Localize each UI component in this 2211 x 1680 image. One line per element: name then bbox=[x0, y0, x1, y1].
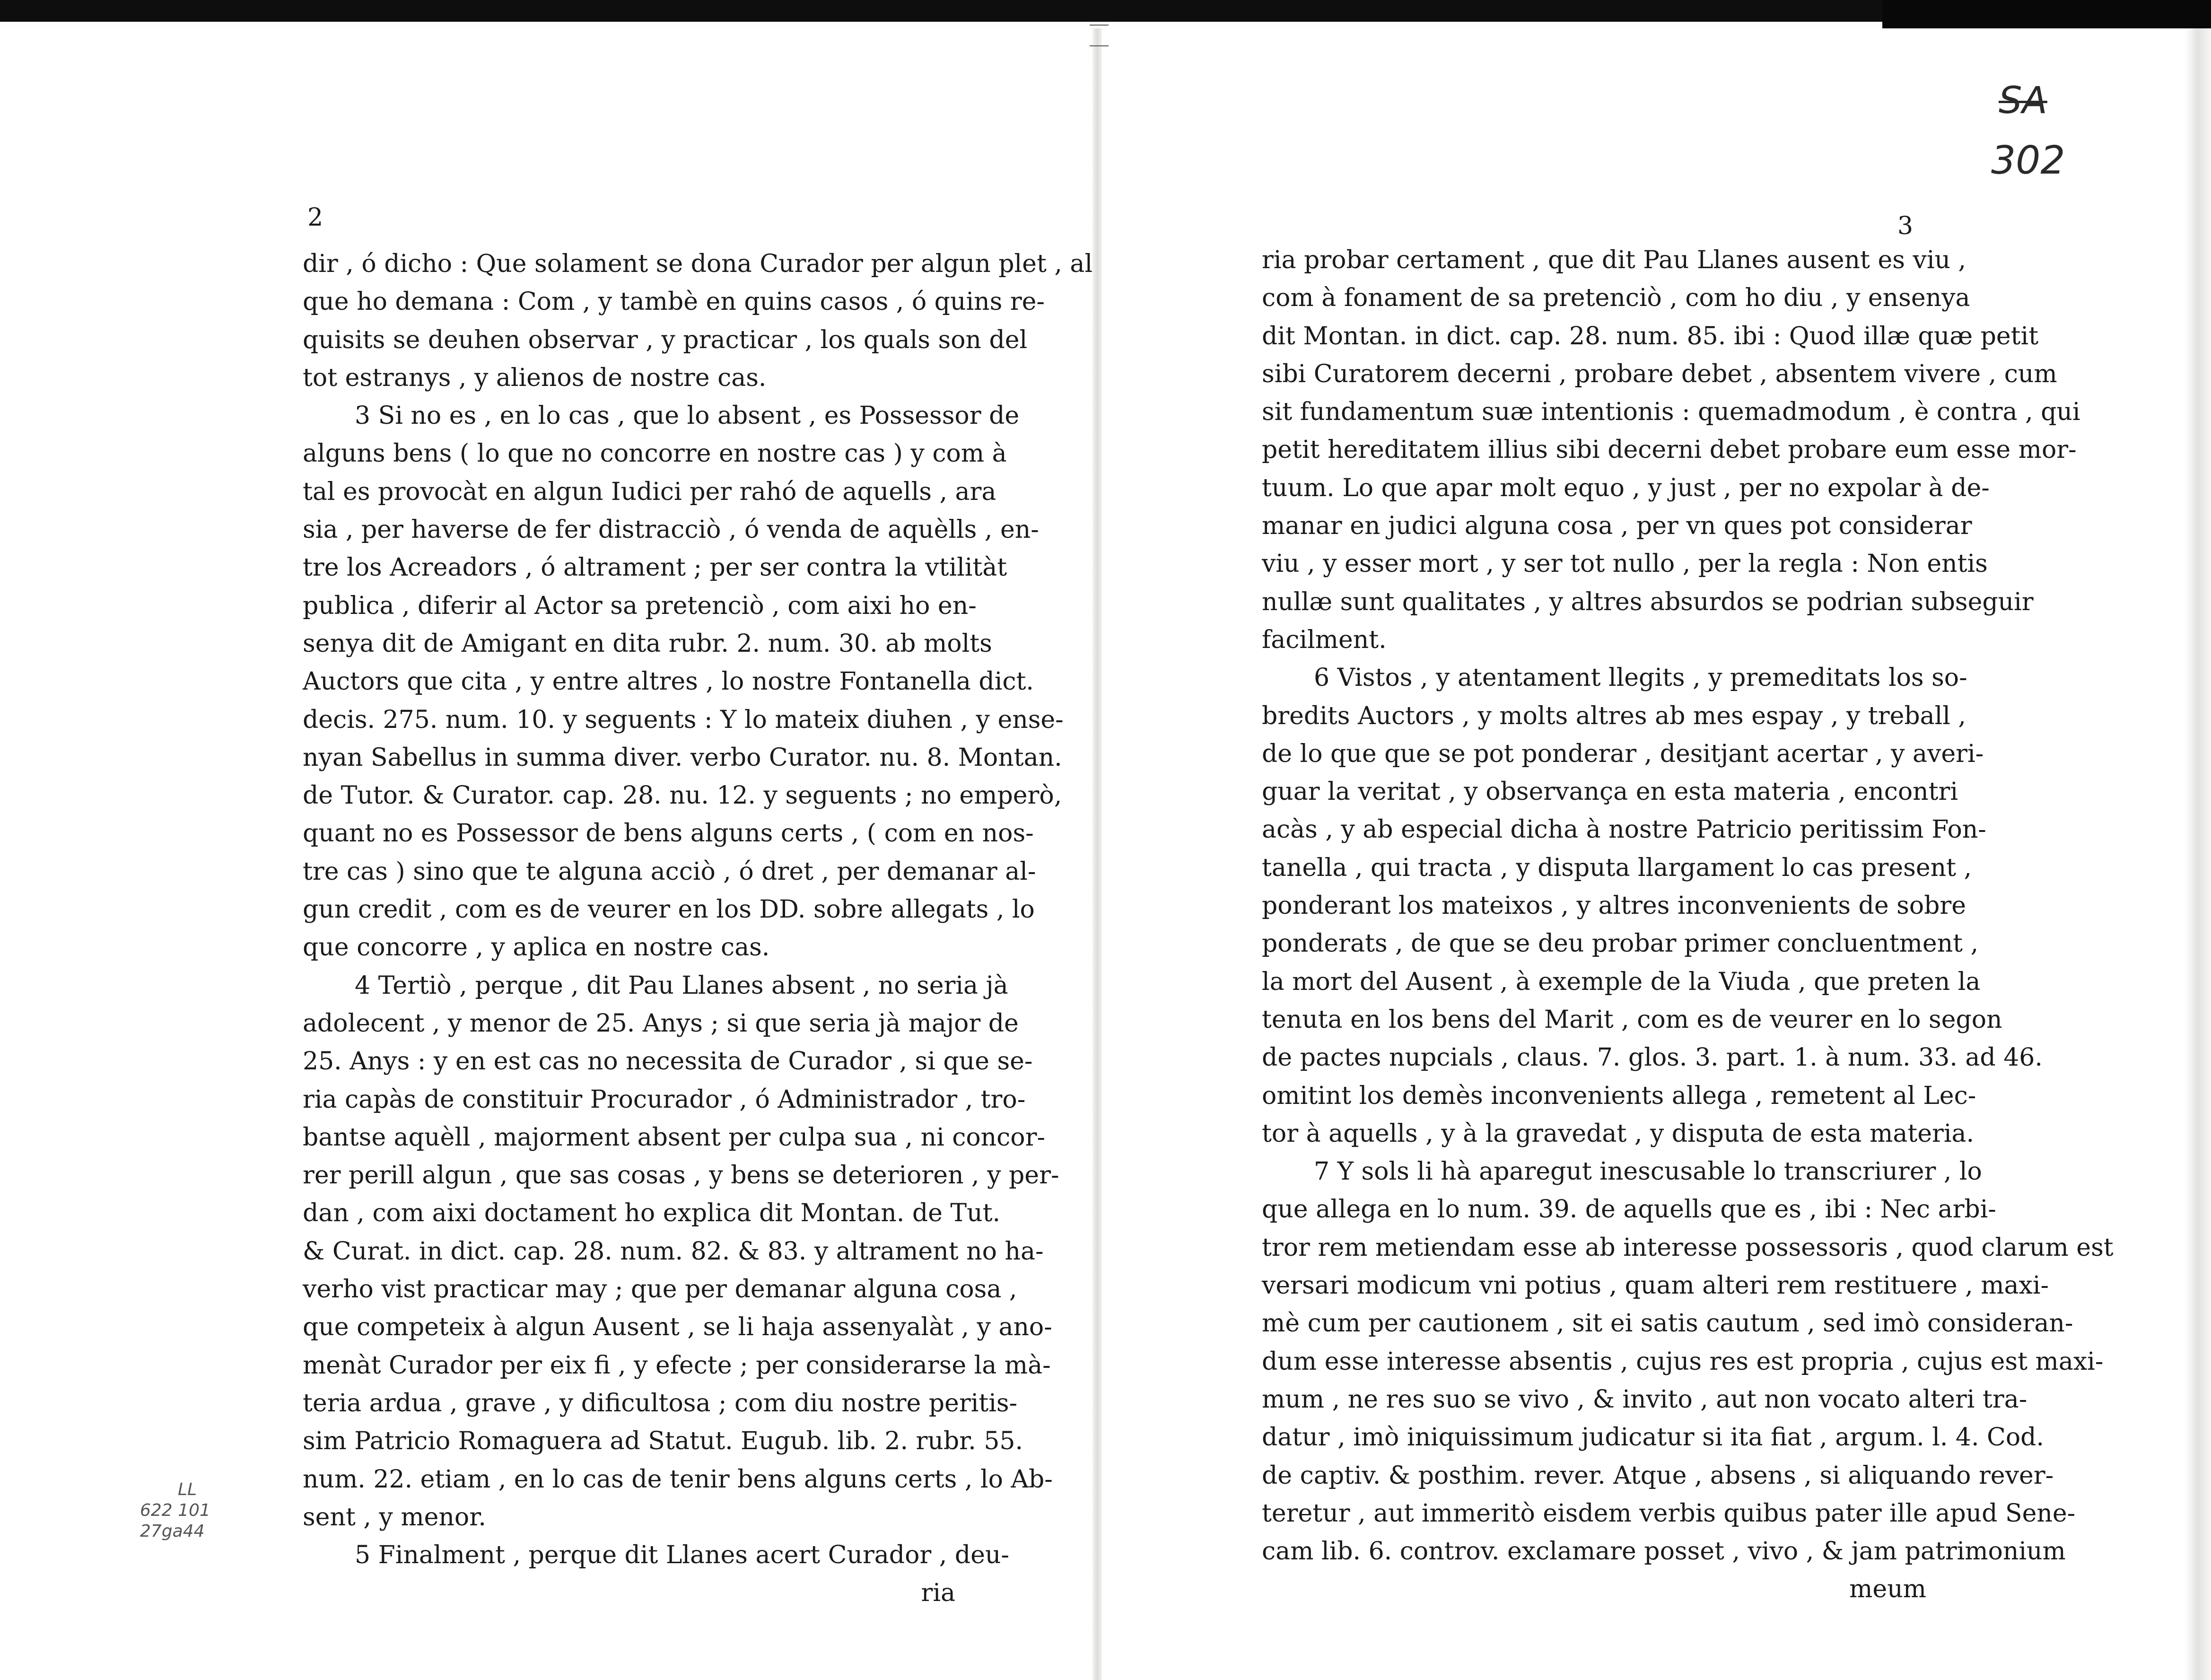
text-line: teretur , aut immeritò eisdem verbis quibus pater ille apud Sene- bbox=[1262, 1499, 2076, 1528]
text-line: de lo que que se pot ponderar , desitjant acertar , y averi- bbox=[1262, 739, 1984, 768]
text-line: mè cum per cautionem , sit ei satis cautum , sed imò consideran- bbox=[1262, 1309, 2073, 1338]
text-line: tre los Acreadors , ó altrament ; per ser contra la vtilitàt bbox=[303, 553, 1007, 582]
text-line: nullæ sunt qualitates , y altres absurdos se podrian subseguir bbox=[1262, 587, 2034, 616]
text-line: quant no es Possessor de bens alguns certs , ( com en nos- bbox=[303, 819, 1034, 848]
text-line: nyan Sabellus in summa diver. verbo Curator. nu. 8. Montan. bbox=[303, 743, 1062, 772]
text-line: 7 Y sols li hà aparegut inescusable lo transcriurer , lo bbox=[1314, 1157, 1982, 1186]
text-line: dan , com aixi doctament ho explica dit Montan. de Tut. bbox=[303, 1199, 1001, 1228]
text-line: publica , diferir al Actor sa pretenciò , com aixi ho en- bbox=[303, 591, 977, 620]
text-line: tenuta en los bens del Marit , com es de veurer en lo segon bbox=[1262, 1005, 2002, 1034]
text-line: tanella , qui tracta , y disputa llargament lo cas present , bbox=[1262, 853, 1972, 882]
text-line: ponderant los mateixos , y altres inconvenients de sobre bbox=[1262, 892, 1966, 920]
shelfmark-line-1: LL bbox=[178, 1480, 197, 1499]
gutter-mark-bottom bbox=[1090, 45, 1109, 46]
text-line: ria probar certament , que dit Pau Llanes ausent es viu , bbox=[1262, 246, 1966, 274]
text-line: quisits se deuhen observar , y practicar , los quals son del bbox=[303, 325, 1028, 354]
text-line: 4 Tertiò , perque , dit Pau Llanes absent , no seria jà bbox=[355, 971, 1008, 1000]
text-line: teria ardua , grave , y dificultosa ; com diu nostre peritis- bbox=[303, 1389, 1018, 1418]
right-page-text bbox=[1262, 241, 2114, 1609]
text-line: num. 22. etiam , en lo cas de tenir bens alguns certs , lo Ab- bbox=[303, 1465, 1053, 1494]
text-line: versari modicum vni potius , quam alteri rem restituere , maxi- bbox=[1262, 1271, 2049, 1300]
text-line: de Tutor. & Curator. cap. 28. nu. 12. y seguents ; no emperò, bbox=[303, 781, 1062, 810]
text-line: gun credit , com es de veurer en los DD. sobre allegats , lo bbox=[303, 895, 1035, 924]
text-line: tot estranys , y alienos de nostre cas. bbox=[303, 363, 767, 392]
text-line: ponderats , de que se deu probar primer concluentment , bbox=[1262, 929, 1979, 958]
book-gutter bbox=[1092, 28, 1102, 1680]
handwritten-crossed-mark: SA bbox=[1999, 79, 2047, 122]
text-line: 3 Si no es , en lo cas , que lo absent , es Possessor de bbox=[355, 402, 1020, 430]
scanner-top-edge bbox=[0, 0, 2211, 22]
text-line: omitint los demès inconvenients allega , remetent al Lec- bbox=[1262, 1081, 1976, 1110]
text-line: de pactes nupcials , claus. 7. glos. 3. part. 1. à num. 33. ad 46. bbox=[1262, 1043, 2043, 1072]
text-line: bantse aquèll , majorment absent per culpa sua , ni concor- bbox=[303, 1123, 1046, 1152]
text-line: sia , per haverse de fer distracciò , ó venda de aquèlls , en- bbox=[303, 516, 1039, 544]
text-line: sit fundamentum suæ intentionis : quemadmodum , è contra , qui bbox=[1262, 398, 2080, 427]
text-line: que concorre , y aplica en nostre cas. bbox=[303, 933, 770, 962]
text-line: ria bbox=[921, 1579, 955, 1608]
text-line: dir , ó dicho : Que solament se dona Curador per algun plet , al bbox=[303, 250, 1093, 278]
text-line: tal es provocàt en algun Iudici per rahó de aquells , ara bbox=[303, 477, 996, 506]
text-line: dit Montan. in dict. cap. 28. num. 85. ibi : Quod illæ quæ petit bbox=[1262, 322, 2039, 350]
shelfmark-line-3: 27ga44 bbox=[140, 1522, 205, 1541]
text-line: sibi Curatorem decerni , probare debet , absentem vivere , cum bbox=[1262, 359, 2057, 388]
text-line: sim Patricio Romaguera ad Statut. Eugub. lib. 2. rubr. 55. bbox=[303, 1427, 1023, 1456]
text-line: tor à aquells , y à la gravedat , y disputa de esta materia. bbox=[1262, 1119, 1975, 1148]
text-line: guar la veritat , y observança en esta materia , encontri bbox=[1262, 778, 1958, 806]
text-line: tuum. Lo que apar molt equo , y just , per no expolar à de- bbox=[1262, 473, 1990, 502]
text-line: tror rem metiendam esse ab interesse possessoris , quod clarum est bbox=[1262, 1233, 2114, 1262]
text-line: que competeix à algun Ausent , se li haja assenyalàt , y ano- bbox=[303, 1313, 1052, 1342]
text-line: la mort del Ausent , à exemple de la Viuda , que preten la bbox=[1262, 967, 1981, 996]
gutter-mark-top bbox=[1090, 25, 1109, 26]
text-line: rer perill algun , que sas cosas , y bens se deterioren , y per- bbox=[303, 1161, 1059, 1190]
text-line: cam lib. 6. controv. exclamare posset , vivo , & jam patrimonium bbox=[1262, 1537, 2066, 1566]
text-line: acàs , y ab especial dicha à nostre Patricio peritissim Fon- bbox=[1262, 815, 1986, 844]
text-line: Auctors que cita , y entre altres , lo nostre Fontanella dict. bbox=[303, 667, 1034, 696]
text-line: adolecent , y menor de 25. Anys ; si que seria jà major de bbox=[303, 1009, 1019, 1038]
page-edge-shadow bbox=[2185, 28, 2211, 1680]
text-line: 6 Vistos , y atentament llegits , y premeditats los so- bbox=[1314, 664, 1967, 692]
text-line: bredits Auctors , y molts altres ab mes espay , y treball , bbox=[1262, 701, 1966, 730]
shelfmark-line-2: 622 101 bbox=[140, 1501, 210, 1520]
text-line: tre cas ) sino que te alguna acciò , ó dret , per demanar al- bbox=[303, 857, 1036, 886]
text-line: que allega en lo num. 39. de aquells que es , ibi : Nec arbi- bbox=[1262, 1195, 1996, 1224]
text-line: com à fonament de sa pretenciò , com ho diu , y ensenya bbox=[1262, 284, 1970, 313]
text-line: meum bbox=[1849, 1575, 1926, 1604]
text-line: datur , imò iniquissimum judicatur si ita fiat , argum. l. 4. Cod. bbox=[1262, 1423, 2044, 1452]
text-line: mum , ne res suo se vivo , & invito , aut non vocato alteri tra- bbox=[1262, 1385, 2027, 1414]
text-line: manar en judici alguna cosa , per vn ques pot considerar bbox=[1262, 512, 1972, 541]
text-line: alguns bens ( lo que no concorre en nostre cas ) y com à bbox=[303, 439, 1007, 468]
text-line: 5 Finalment , perque dit Llanes acert Curador , deu- bbox=[355, 1541, 1009, 1570]
text-line: dum esse interesse absentis , cujus res est propria , cujus est maxi- bbox=[1262, 1347, 2104, 1376]
text-line: facilment. bbox=[1262, 625, 1387, 654]
handwritten-folio-number: 302 bbox=[1991, 138, 2065, 183]
text-line: & Curat. in dict. cap. 28. num. 82. & 83. y altrament no ha- bbox=[303, 1237, 1044, 1266]
scanner-top-edge-dark bbox=[1882, 0, 2211, 28]
left-page-text bbox=[303, 245, 1093, 1612]
page-number-right: 3 bbox=[1897, 212, 1914, 240]
text-line: que ho demana : Com , y tambè en quins casos , ó quins re- bbox=[303, 288, 1045, 316]
text-line: petit hereditatem illius sibi decerni debet probare eum esse mor- bbox=[1262, 436, 2077, 464]
text-line: de captiv. & posthim. rever. Atque , absens , si aliquando rever- bbox=[1262, 1461, 2054, 1490]
text-line: ria capàs de constituir Procurador , ó Administrador , tro- bbox=[303, 1085, 1026, 1114]
text-line: decis. 275. num. 10. y seguents : Y lo mateix diuhen , y ense- bbox=[303, 705, 1064, 734]
text-line: sent , y menor. bbox=[303, 1503, 486, 1531]
text-line: verho vist practicar may ; que per demanar alguna cosa , bbox=[303, 1275, 1017, 1304]
page-number-left: 2 bbox=[307, 203, 323, 232]
text-line: menàt Curador per eix fi , y efecte ; per considerarse la mà- bbox=[303, 1351, 1051, 1380]
text-line: viu , y esser mort , y ser tot nullo , per la regla : Non entis bbox=[1262, 550, 1988, 578]
text-line: 25. Anys : y en est cas no necessita de Curador , si que se- bbox=[303, 1047, 1033, 1076]
text-line: senya dit de Amigant en dita rubr. 2. num. 30. ab molts bbox=[303, 629, 992, 658]
